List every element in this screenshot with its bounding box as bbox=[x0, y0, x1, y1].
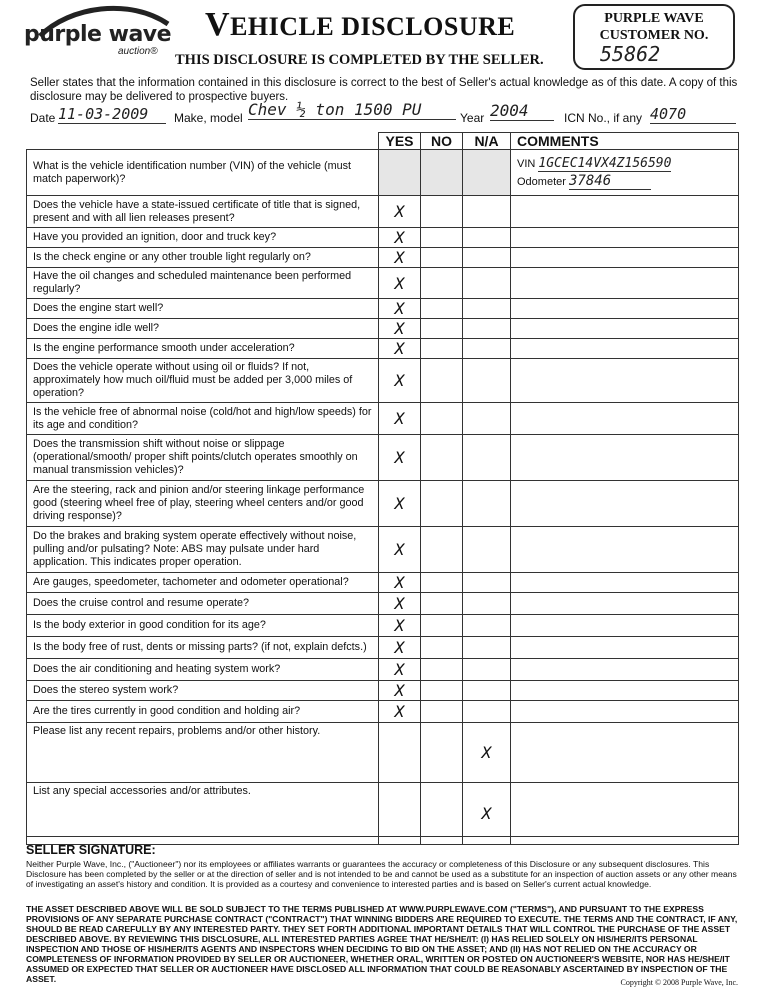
na-checkbox[interactable] bbox=[463, 150, 511, 196]
table-row bbox=[27, 299, 739, 319]
na-checkbox[interactable] bbox=[463, 615, 511, 637]
page-subtitle: THIS DISCLOSURE IS COMPLETED BY THE SELLER. bbox=[175, 52, 544, 68]
question-text: Does the air conditioning and heating system work? bbox=[27, 659, 379, 681]
no-checkbox[interactable] bbox=[421, 299, 463, 319]
odometer-label: Odometer bbox=[517, 175, 566, 188]
no-checkbox[interactable] bbox=[421, 268, 463, 299]
no-checkbox[interactable] bbox=[421, 150, 463, 196]
yes-checkbox[interactable] bbox=[379, 723, 421, 783]
na-checkbox[interactable] bbox=[463, 299, 511, 319]
no-checkbox[interactable] bbox=[421, 359, 463, 403]
comments-cell[interactable] bbox=[511, 573, 739, 593]
comments-cell[interactable] bbox=[511, 527, 739, 573]
customer-label-1: PURPLE WAVE bbox=[604, 11, 704, 26]
comments-cell[interactable] bbox=[511, 319, 739, 339]
table-row bbox=[27, 723, 739, 783]
question-text: Does the cruise control and resume operate? bbox=[27, 593, 379, 615]
comments-cell[interactable] bbox=[511, 196, 739, 228]
na-checkbox[interactable] bbox=[463, 268, 511, 299]
title-rest: EHICLE DISCLOSURE bbox=[230, 12, 516, 41]
yes-checkbox[interactable]: X bbox=[379, 339, 421, 359]
table-row bbox=[27, 527, 739, 573]
question-text: Is the check engine or any other trouble light regularly on? bbox=[27, 248, 379, 268]
date-value: 11-03-2009 bbox=[58, 105, 166, 124]
no-checkbox[interactable] bbox=[421, 723, 463, 783]
yes-checkbox[interactable]: X bbox=[379, 659, 421, 681]
table-row bbox=[27, 150, 739, 196]
terms-text: THE ASSET DESCRIBED ABOVE WILL BE SOLD SUBJECT TO THE TERMS PUBLISHED AT WWW.PURPLEWAVE.COM ("TERMS"), AND PURSUANT TO THE EXPRESS PROVISIONS OF ANY SEPARATE PURCHASE CONTRACT ("CONTRACT") THAT WINNING BIDDERS ARE REQUIRED TO EXECUTE. THE TERMS AND THE CONTRACT, IF ANY, SHOULD BE READ CAREFULLY BY ANY INTERESTED PARTY. THEY SET FORTH ADDITIONAL IMPORTANT DETAILS THAT WILL CONTROL THE PURCHASE OF THE ASSET DESCRIBED ABOVE. BY REVIEWING THIS DISCLOSURE, ALL INTERESTED PARTIES AGREE THAT HE/SHE/IT: (I) HAS RELIED SOLELY ON HIS/HER/ITS PERSONAL INSPECTION AND THOSE OF HIS/HER/ITS AGENTS AND INSPECTORS WHEN DECIDING TO BID ON THE ASSET; AND (II) HAS NOT RELIED ON THE ACCURACY OR COMPLETENESS OF INFORMATION PROVIDED BY SELLER OR AUCTIONEER, WHETHER ORAL, WRITTEN OR POSTED ON AUCTIONEER'S WEBSITE, NOR HAS HE/SHE/IT ASSUMED OR EXPECTED THAT SELLER OR AUCTIONEER HAVE DISCLOSED ALL INFORMATION THAT COULD BE REASONABLY ASCERTAINED BY INSPECTION OF THE ASSET. bbox=[26, 904, 738, 984]
question-text: Is the body exterior in good condition for its age? bbox=[27, 615, 379, 637]
footer-divider bbox=[26, 836, 738, 837]
comments-cell[interactable] bbox=[511, 659, 739, 681]
question-text: Do the brakes and braking system operate effectively without noise, pulling and/or pulsating? Note: ABS may pulsate under hard application. This indicates proper operation. bbox=[27, 527, 379, 573]
na-checkbox[interactable] bbox=[463, 527, 511, 573]
no-checkbox[interactable] bbox=[421, 339, 463, 359]
question-text: Have the oil changes and scheduled maintenance been performed regularly? bbox=[27, 268, 379, 299]
comments-cell[interactable] bbox=[511, 637, 739, 659]
question-text: What is the vehicle identification number (VIN) of the vehicle (must match paperwork)? bbox=[27, 150, 379, 196]
question-text: Are the steering, rack and pinion and/or steering linkage performance good (steering wheel free of play, steering wheel centers and/or good driving response)? bbox=[27, 481, 379, 527]
comments-cell[interactable] bbox=[511, 359, 739, 403]
icn-value: 4070 bbox=[650, 105, 736, 124]
table-row bbox=[27, 637, 739, 659]
yes-header: YES bbox=[379, 133, 421, 150]
table-row bbox=[27, 435, 739, 481]
logo-subtext: auction® bbox=[118, 46, 158, 57]
na-checkbox[interactable] bbox=[463, 228, 511, 248]
table-row bbox=[27, 659, 739, 681]
question-text: Does the vehicle operate without using oil or fluids? If not, approximately how much oil/fluid must be added per 3,000 miles of operation? bbox=[27, 359, 379, 403]
comments-cell[interactable] bbox=[511, 228, 739, 248]
no-checkbox[interactable] bbox=[421, 435, 463, 481]
date-label: Date bbox=[30, 111, 56, 125]
na-checkbox[interactable]: X bbox=[463, 723, 511, 783]
yes-checkbox[interactable]: X bbox=[379, 228, 421, 248]
yes-checkbox[interactable]: X bbox=[379, 268, 421, 299]
vin-value: 1GCEC14VX4Z156590 bbox=[538, 155, 672, 171]
no-checkbox[interactable] bbox=[421, 196, 463, 228]
disclosure-table bbox=[26, 132, 739, 845]
no-header: NO bbox=[421, 133, 463, 150]
table-row bbox=[27, 481, 739, 527]
seller-statement: Seller states that the information contained in this disclosure is correct to the best of Seller's actual knowledge as of this date. A copy of this disclosure may be delivered to prospective buyers. bbox=[30, 77, 738, 103]
logo: purple wave bbox=[24, 22, 172, 47]
question-text: Are the tires currently in good condition and holding air? bbox=[27, 701, 379, 723]
customer-label-2: CUSTOMER NO. bbox=[599, 28, 709, 43]
table-row bbox=[27, 319, 739, 339]
question-text: Are gauges, speedometer, tachometer and odometer operational? bbox=[27, 573, 379, 593]
na-checkbox[interactable] bbox=[463, 248, 511, 268]
table-row bbox=[27, 228, 739, 248]
table-row bbox=[27, 681, 739, 701]
vin-label: VIN bbox=[517, 157, 536, 170]
yes-checkbox[interactable]: X bbox=[379, 573, 421, 593]
comments-cell[interactable] bbox=[511, 593, 739, 615]
comments-cell[interactable] bbox=[511, 723, 739, 783]
comments-header: COMMENTS bbox=[511, 133, 739, 150]
na-checkbox[interactable] bbox=[463, 339, 511, 359]
na-checkbox[interactable] bbox=[463, 403, 511, 435]
yes-checkbox[interactable]: X bbox=[379, 593, 421, 615]
comments-cell[interactable] bbox=[511, 403, 739, 435]
na-checkbox[interactable] bbox=[463, 681, 511, 701]
comments-cell[interactable] bbox=[511, 248, 739, 268]
customer-number: 55862 bbox=[600, 42, 661, 66]
na-checkbox[interactable] bbox=[463, 573, 511, 593]
table-row bbox=[27, 248, 739, 268]
question-text: Does the transmission shift without noise or slippage (operational/smooth/ proper shift points/clutch operates smoothly on manual transmission vehicles)? bbox=[27, 435, 379, 481]
question-text: Is the engine performance smooth under acceleration? bbox=[27, 339, 379, 359]
no-checkbox[interactable] bbox=[421, 593, 463, 615]
na-header: N/A bbox=[463, 133, 511, 150]
question-text: Please list any recent repairs, problems and/or other history. bbox=[27, 723, 379, 783]
question-header bbox=[27, 133, 379, 150]
question-text: Does the stereo system work? bbox=[27, 681, 379, 701]
yes-checkbox[interactable]: X bbox=[379, 701, 421, 723]
na-checkbox[interactable] bbox=[463, 637, 511, 659]
comments-cell[interactable] bbox=[511, 150, 739, 196]
question-text: Is the body free of rust, dents or missing parts? (if not, explain defcts.) bbox=[27, 637, 379, 659]
no-checkbox[interactable] bbox=[421, 701, 463, 723]
comments-cell[interactable] bbox=[511, 299, 739, 319]
no-checkbox[interactable] bbox=[421, 319, 463, 339]
no-checkbox[interactable] bbox=[421, 481, 463, 527]
na-checkbox[interactable] bbox=[463, 319, 511, 339]
na-checkbox[interactable] bbox=[463, 435, 511, 481]
comments-cell[interactable] bbox=[511, 481, 739, 527]
comments-cell[interactable] bbox=[511, 435, 739, 481]
na-checkbox[interactable] bbox=[463, 593, 511, 615]
no-checkbox[interactable] bbox=[421, 637, 463, 659]
make-value: Chev ½ ton 1500 PU bbox=[248, 100, 456, 120]
no-checkbox[interactable] bbox=[421, 527, 463, 573]
copyright: Copyright © 2008 Purple Wave, Inc. bbox=[620, 978, 738, 987]
year-value: 2004 bbox=[490, 101, 554, 121]
table-row bbox=[27, 339, 739, 359]
question-text: Does the vehicle have a state-issued certificate of title that is signed, present and with all lien releases present? bbox=[27, 196, 379, 228]
table-row bbox=[27, 196, 739, 228]
icn-label: ICN No., if any bbox=[564, 111, 643, 125]
title-initial: V bbox=[205, 6, 231, 43]
no-checkbox[interactable] bbox=[421, 681, 463, 701]
yes-checkbox[interactable]: X bbox=[379, 615, 421, 637]
yes-checkbox[interactable]: X bbox=[379, 481, 421, 527]
comments-cell[interactable] bbox=[511, 339, 739, 359]
yes-checkbox[interactable]: X bbox=[379, 319, 421, 339]
yes-checkbox[interactable]: X bbox=[379, 527, 421, 573]
comments-cell[interactable] bbox=[511, 615, 739, 637]
comments-cell[interactable] bbox=[511, 268, 739, 299]
table-row bbox=[27, 268, 739, 299]
table-row bbox=[27, 403, 739, 435]
no-checkbox[interactable] bbox=[421, 403, 463, 435]
yes-checkbox[interactable]: X bbox=[379, 196, 421, 228]
question-text: Have you provided an ignition, door and truck key? bbox=[27, 228, 379, 248]
yes-checkbox[interactable]: X bbox=[379, 637, 421, 659]
question-text: Is the vehicle free of abnormal noise (cold/hot and high/low speeds) for its age and condition? bbox=[27, 403, 379, 435]
question-text: List any special accessories and/or attributes. bbox=[27, 783, 379, 845]
na-checkbox[interactable] bbox=[463, 359, 511, 403]
page-title bbox=[205, 6, 515, 44]
yes-checkbox[interactable]: X bbox=[379, 359, 421, 403]
disclaimer-text: Neither Purple Wave, Inc., ("Auctioneer") nor its employees or affiliates warrants or guarantees the accuracy or completeness of this Disclosure or any subsequent disclosures. This Disclosure has been completed by the seller or at the direction of seller and is not intended to be and cannot be used as a substitute for an inspection of auction assets or any other means of investigating an asset's history and condition. It is provided as a courtesy and convenience to interested parties and is based on Seller's current actual knowledge. bbox=[26, 859, 737, 890]
no-checkbox[interactable] bbox=[421, 573, 463, 593]
table-row bbox=[27, 701, 739, 723]
table-row bbox=[27, 359, 739, 403]
yes-checkbox[interactable]: X bbox=[379, 403, 421, 435]
yes-checkbox[interactable]: X bbox=[379, 299, 421, 319]
table-row bbox=[27, 593, 739, 615]
question-text: Does the engine start well? bbox=[27, 299, 379, 319]
na-checkbox[interactable] bbox=[463, 701, 511, 723]
comments-cell[interactable] bbox=[511, 701, 739, 723]
yes-checkbox[interactable] bbox=[379, 150, 421, 196]
yes-checkbox[interactable]: X bbox=[379, 681, 421, 701]
yes-checkbox[interactable]: X bbox=[379, 435, 421, 481]
question-text: Does the engine idle well? bbox=[27, 319, 379, 339]
no-checkbox[interactable] bbox=[421, 615, 463, 637]
seller-signature-label: SELLER SIGNATURE: bbox=[26, 843, 156, 857]
na-checkbox[interactable] bbox=[463, 481, 511, 527]
na-checkbox[interactable] bbox=[463, 659, 511, 681]
no-checkbox[interactable] bbox=[421, 228, 463, 248]
na-checkbox[interactable] bbox=[463, 196, 511, 228]
odometer-value: 37846 bbox=[569, 173, 651, 190]
no-checkbox[interactable] bbox=[421, 248, 463, 268]
year-label: Year bbox=[460, 111, 485, 125]
table-row bbox=[27, 573, 739, 593]
yes-checkbox[interactable]: X bbox=[379, 248, 421, 268]
table-row bbox=[27, 615, 739, 637]
na-checkbox[interactable]: X bbox=[463, 783, 511, 845]
comments-cell[interactable] bbox=[511, 681, 739, 701]
make-label: Make, model bbox=[174, 111, 243, 125]
table-header-row bbox=[27, 133, 739, 150]
no-checkbox[interactable] bbox=[421, 659, 463, 681]
